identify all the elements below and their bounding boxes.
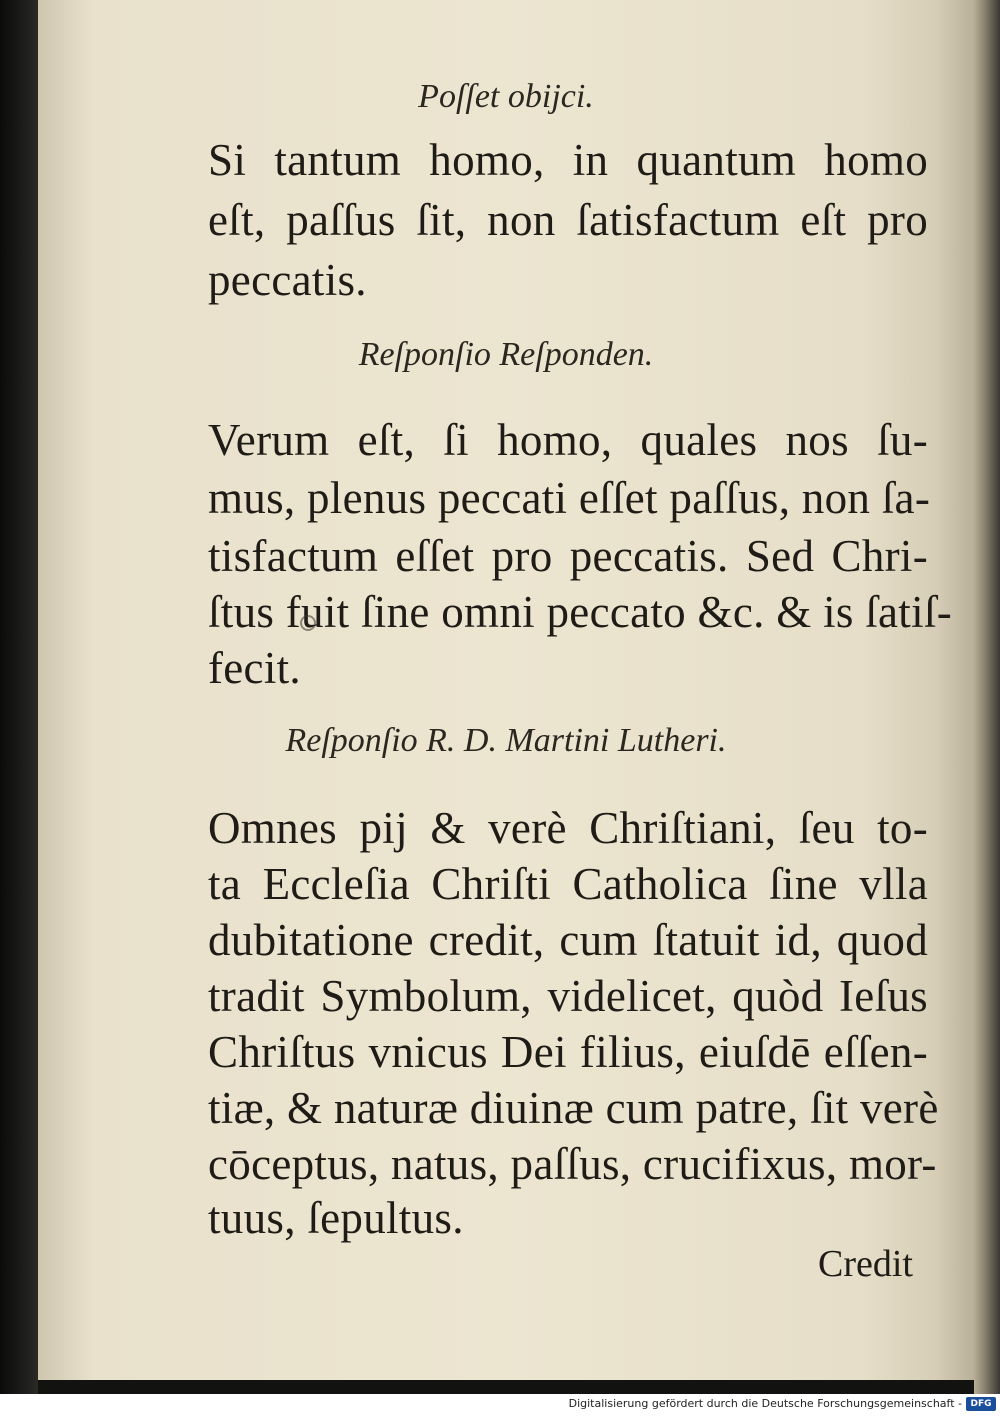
text-line: Omnes pij & verè Chriſtiani, ſeu to- xyxy=(208,803,928,853)
text-line: dubitatione credit, cum ſtatuit id, quod xyxy=(208,915,928,965)
book-page xyxy=(38,0,974,1380)
heading-responsio-responden: Reſponſio Reſponden. xyxy=(358,336,654,373)
ink-spot xyxy=(300,615,316,631)
text-line: mus, plenus peccati eſſet paſſus, non ſa- xyxy=(208,473,931,523)
text-line: ſtus fuit ſine omni peccato &c. & is ſatiſ- xyxy=(208,587,952,637)
page-text xyxy=(38,0,974,1380)
heading-possit-obiici: Poſſet obijci. xyxy=(418,78,594,115)
text-line: tuus, ſepultus. xyxy=(208,1193,464,1243)
book-spine xyxy=(0,0,38,1394)
footer-credit: Digitalisierung gefördert durch die Deutsche Forschungsgemeinschaft - xyxy=(568,1397,962,1410)
text-line: ta Eccleſia Chriſti Catholica ſine vlla xyxy=(208,859,928,909)
footer-bar xyxy=(0,1394,1000,1416)
text-line: fecit. xyxy=(208,643,301,693)
bottom-shadow xyxy=(38,1380,974,1394)
text-line: eſt, paſſus ſit, non ſatisfactum eſt pro xyxy=(208,195,928,245)
catchword: Credit xyxy=(818,1243,913,1285)
dfg-logo-icon: DFG xyxy=(966,1397,996,1411)
heading-responsio-lutheri: Reſponſio R. D. Martini Lutheri. xyxy=(285,722,727,759)
text-line: Chriſtus vnicus Dei filius, eiuſdē eſſen- xyxy=(208,1027,928,1077)
page-edge xyxy=(974,0,1000,1394)
text-line: tisfactum eſſet pro peccatis. Sed Chri- xyxy=(208,531,928,581)
text-line: Verum eſt, ſi homo, quales nos ſu- xyxy=(208,415,928,465)
text-line: peccatis. xyxy=(208,255,367,305)
text-line: tradit Symbolum, videlicet, quòd Ieſus xyxy=(208,971,928,1021)
text-line: cōceptus, natus, paſſus, crucifixus, mor- xyxy=(208,1139,937,1189)
text-line: Si tantum homo, in quantum homo xyxy=(208,135,928,185)
text-line: tiæ, & naturæ diuinæ cum patre, ſit verè xyxy=(208,1083,939,1133)
